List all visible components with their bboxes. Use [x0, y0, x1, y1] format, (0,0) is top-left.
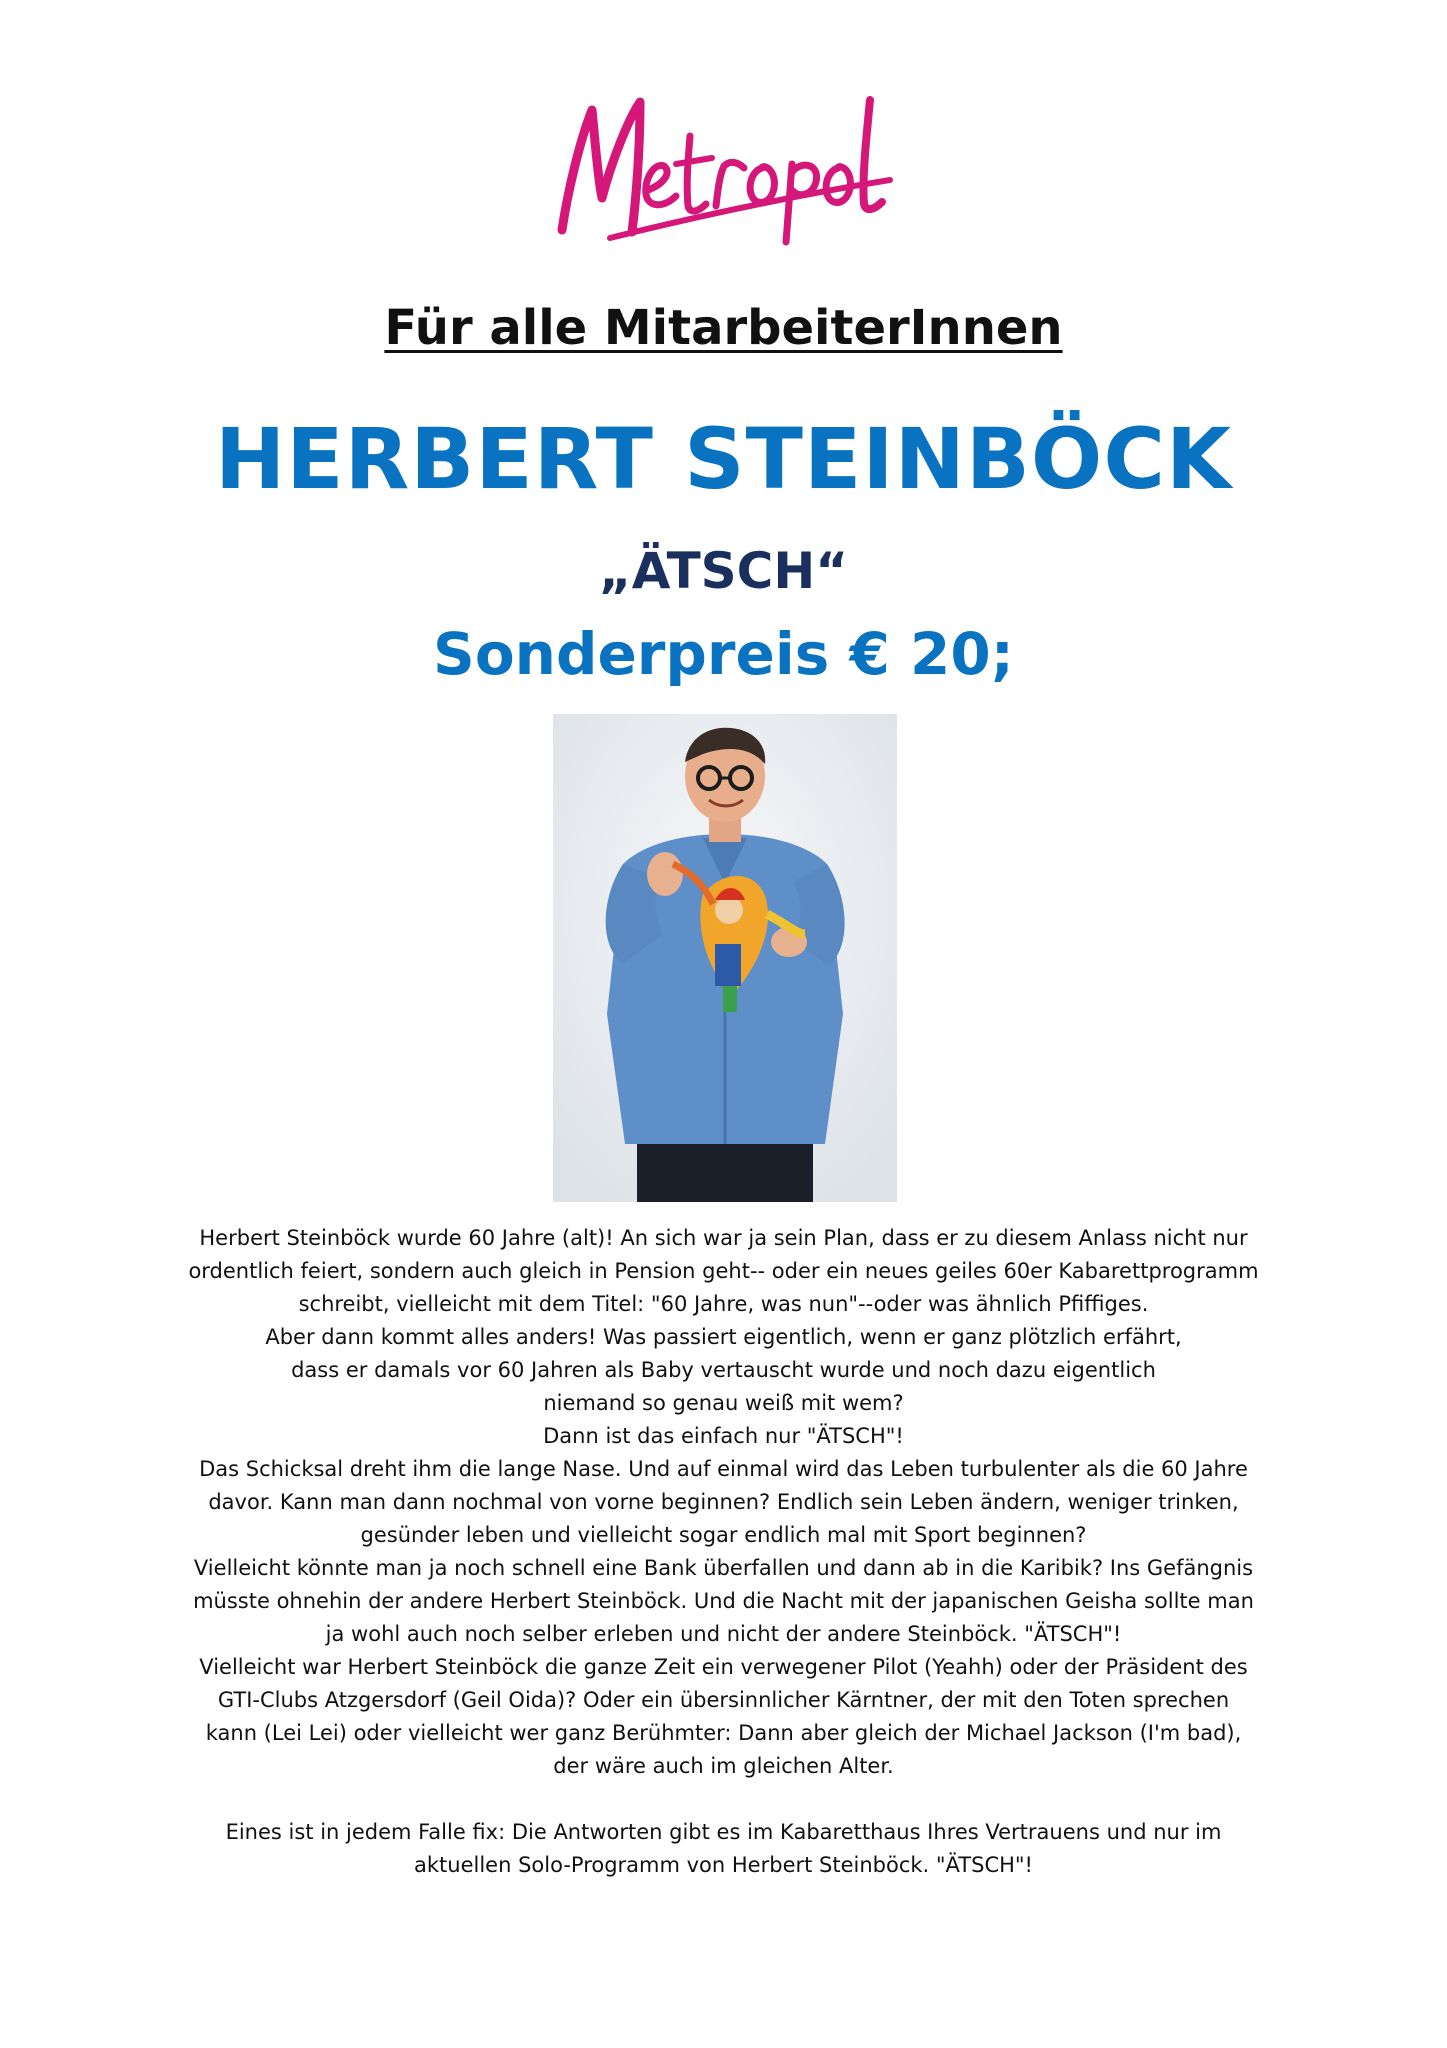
description-text — [150, 1222, 1297, 1882]
paragraph-gap — [150, 1783, 1297, 1816]
body-line: müsste ohnehin der andere Herbert Steinböck. Und die Nacht mit der japanischen Geisha sollte man — [193, 1589, 1254, 1613]
body-line: schreibt, vielleicht mit dem Titel: "60 Jahre, was nun"--oder was ähnlich Pfiffiges. — [298, 1292, 1149, 1316]
body-line: Herbert Steinböck wurde 60 Jahre (alt)! An sich war ja sein Plan, dass er zu diesem Anlass nicht nur — [199, 1226, 1248, 1250]
performer-photo — [553, 714, 897, 1202]
body-line: der wäre auch im gleichen Alter. — [553, 1754, 894, 1778]
closing-line: aktuellen Solo-Programm von Herbert Steinböck. "ÄTSCH"! — [414, 1853, 1033, 1877]
performer-with-puppet-photo-icon — [553, 714, 897, 1202]
closing-line: Eines ist in jedem Falle fix: Die Antworten gibt es im Kabaretthaus Ihres Vertrauens und nur im — [225, 1820, 1222, 1844]
body-line: Das Schicksal dreht ihm die lange Nase. Und auf einmal wird das Leben turbulenter als die 60 Jahre — [199, 1457, 1248, 1481]
audience-heading — [0, 296, 1447, 360]
body-line: Vielleicht könnte man ja noch schnell eine Bank überfallen und dann ab in die Karibik? Ins Gefängnis — [193, 1556, 1254, 1580]
body-line: Dann ist das einfach nur "ÄTSCH"! — [543, 1424, 904, 1448]
body-line: Aber dann kommt alles anders! Was passiert eigentlich, wenn er ganz plötzlich erfährt, — [265, 1325, 1182, 1349]
body-line: dass er damals vor 60 Jahren als Baby vertauscht wurde und noch dazu eigentlich — [291, 1358, 1156, 1382]
metropol-logo — [540, 80, 900, 250]
body-line: GTI-Clubs Atzgersdorf (Geil Oida)? Oder ein übersinnlicher Kärntner, der mit den Toten sprechen — [217, 1688, 1230, 1712]
metropol-logo-icon — [540, 80, 900, 250]
body-line: ja wohl auch noch selber erleben und nicht der andere Steinböck. "ÄTSCH"! — [325, 1622, 1122, 1646]
show-title: „ÄTSCH“ — [598, 542, 849, 600]
body-line: gesünder leben und vielleicht sogar endlich mal mit Sport beginnen? — [360, 1523, 1087, 1547]
body-line: davor. Kann man dann nochmal von vorne beginnen? Endlich sein Leben ändern, weniger trinken, — [208, 1490, 1239, 1514]
body-line: niemand so genau weiß mit wem? — [543, 1391, 904, 1415]
audience-heading-text: Für alle MitarbeiterInnen — [384, 300, 1063, 356]
body-line: Vielleicht war Herbert Steinböck die ganze Zeit ein verwegener Pilot (Yeahh) oder der Präsident des — [199, 1655, 1248, 1679]
special-price: Sonderpreis € 20; — [433, 620, 1014, 688]
artist-name: HERBERT STEINBÖCK — [214, 410, 1233, 508]
body-line: ordentlich feiert, sondern auch gleich in Pension geht-- oder ein neues geiles 60er Kabarettprogramm — [188, 1259, 1259, 1283]
body-line: kann (Lei Lei) oder vielleicht wer ganz Berühmter: Dann aber gleich der Michael Jackson (I'm bad), — [205, 1721, 1242, 1745]
